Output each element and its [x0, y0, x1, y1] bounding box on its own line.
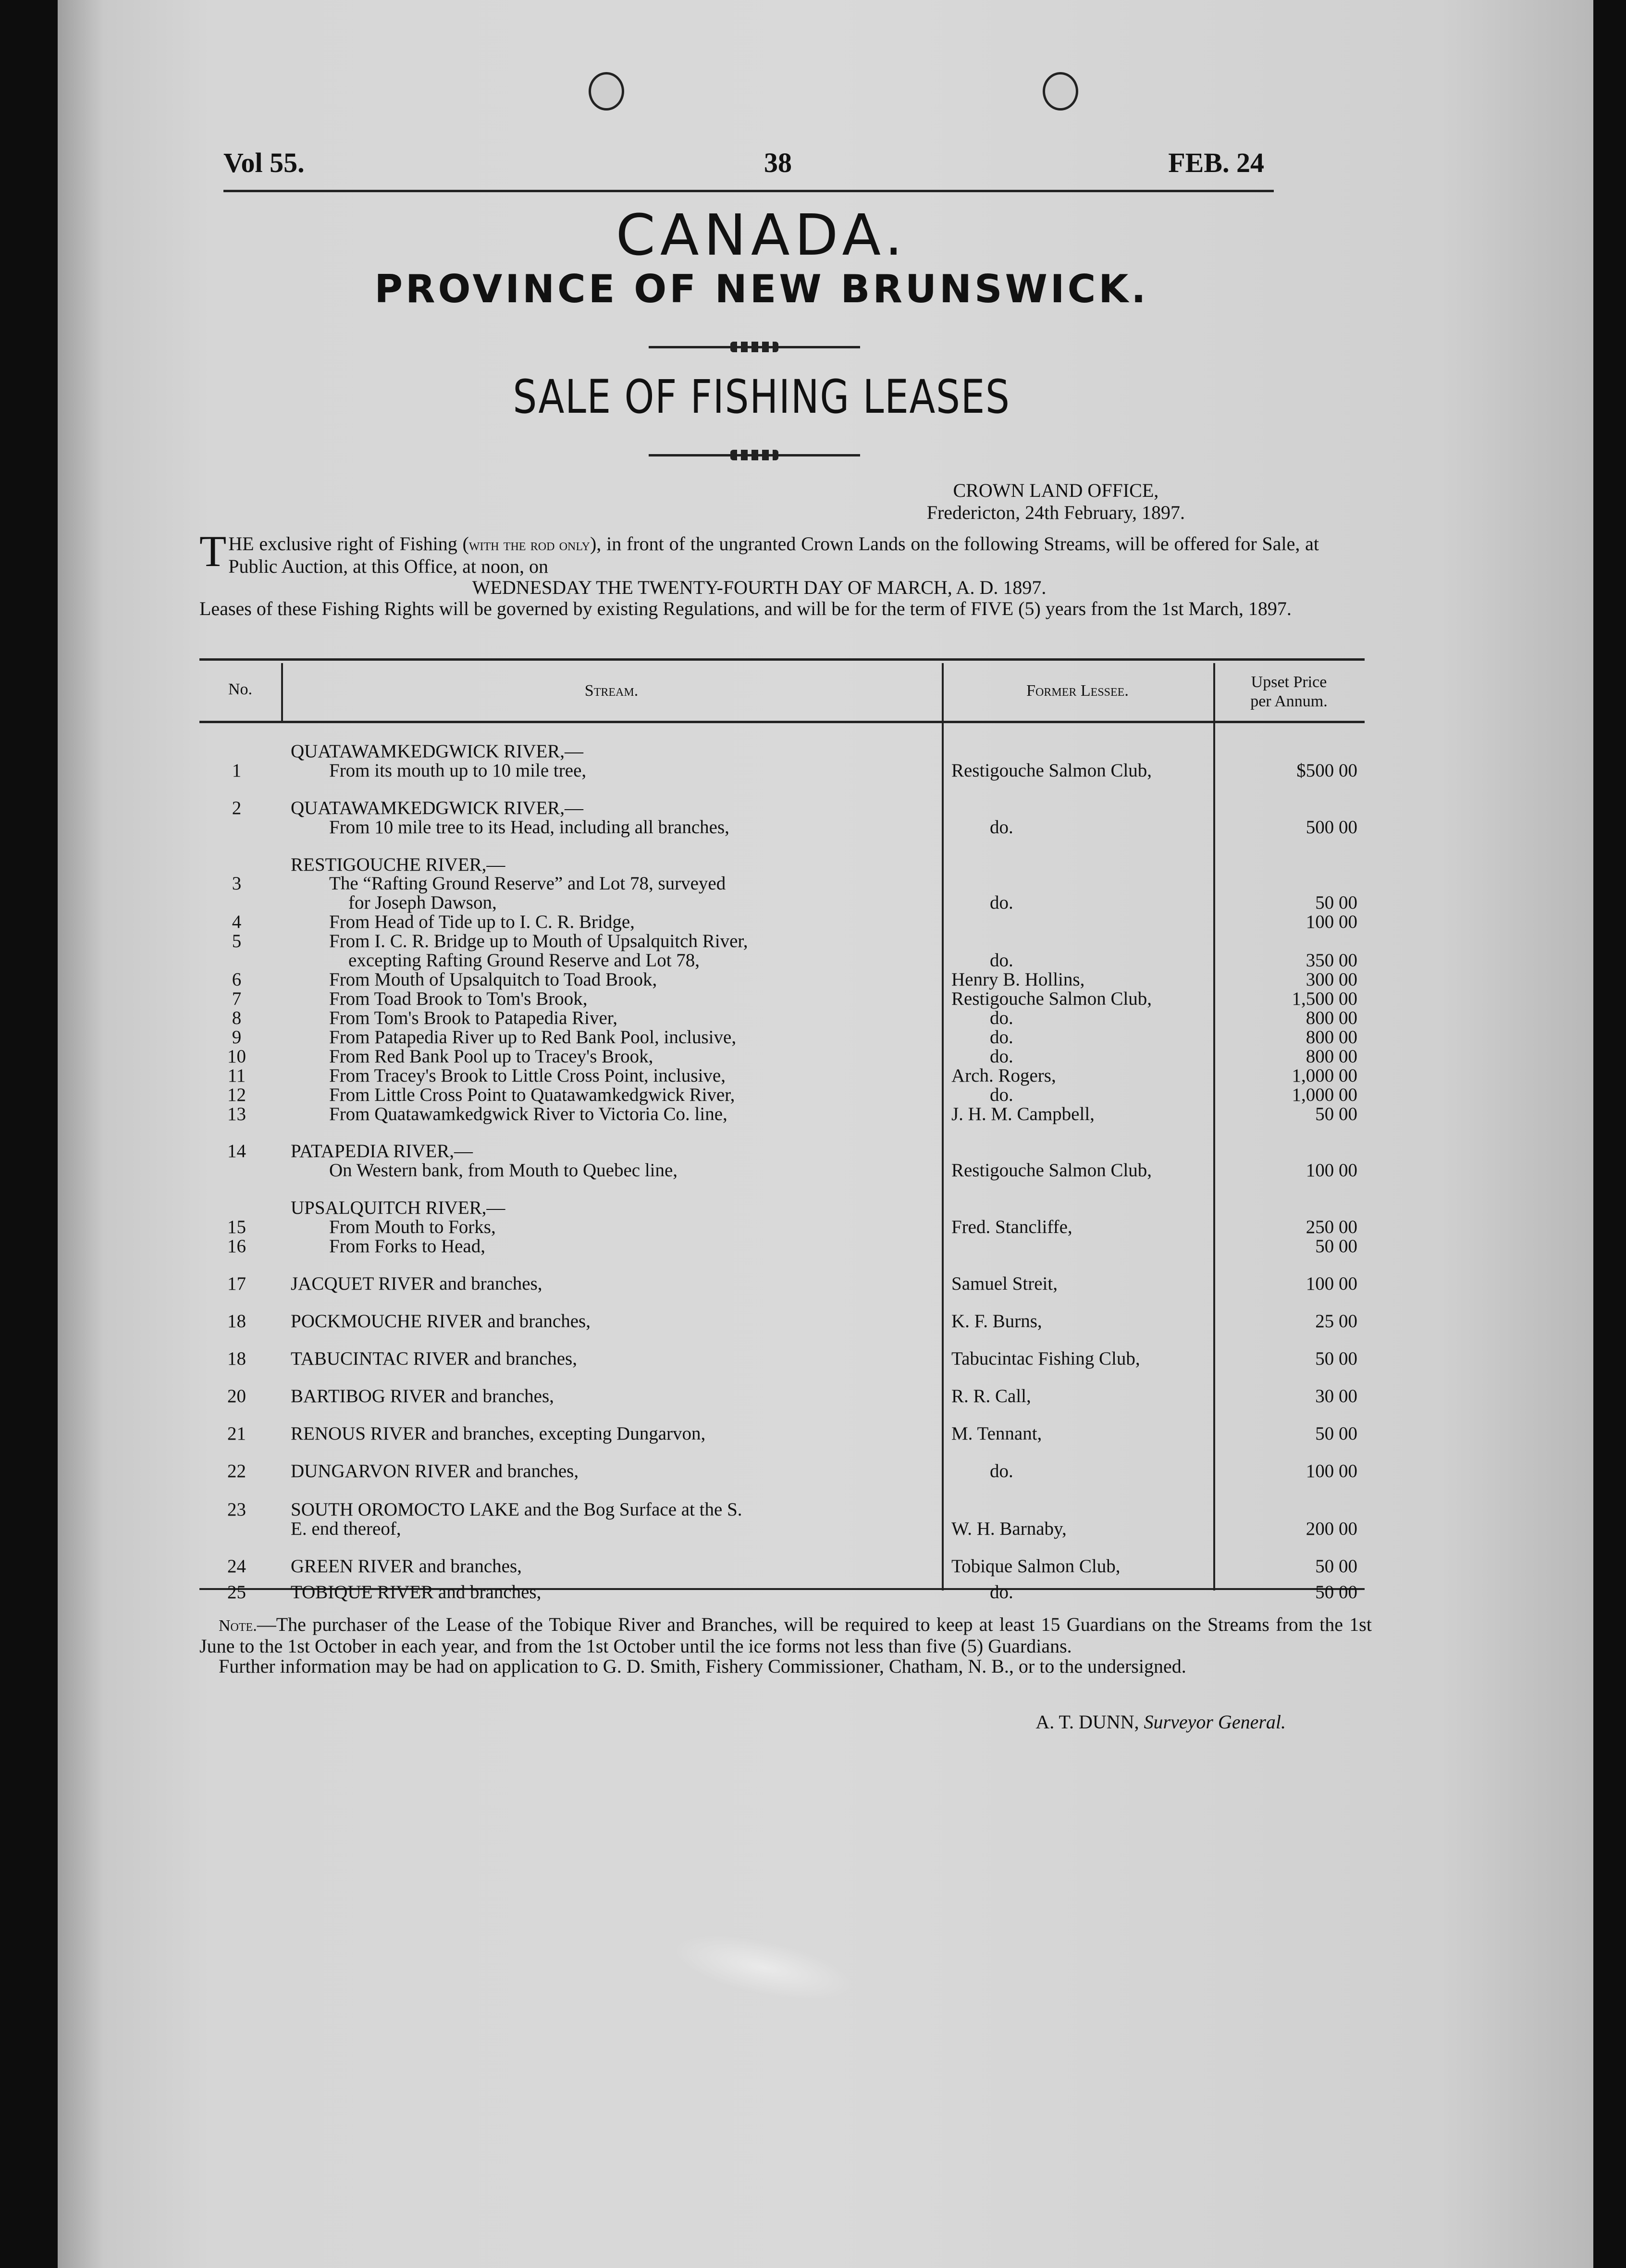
upset-price: 200 00 [1306, 1518, 1357, 1539]
row-number: 17 [227, 1273, 246, 1294]
upset-price: 50 00 [1315, 1556, 1357, 1577]
title: CANADA. [616, 202, 908, 268]
stream-description: excepting Rafting Ground Reserve and Lot 78, [348, 950, 700, 971]
upset-price: $500 00 [1296, 760, 1357, 781]
stream-description: From Tom's Brook to Patapedia River, [329, 1008, 617, 1028]
stream-description: TABUCINTAC RIVER and branches, [291, 1348, 577, 1369]
former-lessee: W. H. Barnaby, [951, 1518, 1067, 1539]
former-lessee: K. F. Burns, [951, 1311, 1042, 1331]
notice-part-3: ), in front of the ungranted Crown Lands on the following Streams, will be offered for Sale, at Public Auction, at this Office, at noon, on [228, 533, 1319, 577]
stream-description: From Forks to Head, [329, 1236, 485, 1257]
row-number: 18 [227, 1348, 246, 1369]
notice-text [199, 527, 1319, 619]
stream-description: From Quatawamkedgwick River to Victoria Co. line, [329, 1104, 727, 1124]
stream-description: From 10 mile tree to its Head, including all branches, [329, 817, 729, 838]
stream-description: From Head of Tide up to I. C. R. Bridge, [329, 912, 635, 932]
header-price [1213, 673, 1365, 711]
note-paragraph [199, 1615, 1372, 1656]
row-number: 14 [227, 1141, 246, 1161]
stream-description: From Mouth to Forks, [329, 1217, 496, 1237]
former-lessee: do. [990, 817, 1013, 838]
former-lessee: M. Tennant, [951, 1423, 1042, 1444]
upset-price: 100 00 [1306, 912, 1357, 932]
former-lessee: do. [990, 1008, 1013, 1028]
header-price-line1: Upset Price [1251, 673, 1327, 691]
lease-terms: Leases of these Fishing Rights will be governed by existing Regulations, and will be for the term of FIVE (5) years from the 1st March, 1897. [199, 598, 1292, 619]
office-dateline [927, 480, 1185, 524]
former-lessee: do. [990, 1461, 1013, 1481]
upset-price: 30 00 [1315, 1386, 1357, 1406]
stream-description: PATAPEDIA RIVER,— [291, 1141, 473, 1161]
former-lessee: Tobique Salmon Club, [951, 1556, 1121, 1577]
document-page [58, 0, 1593, 2268]
row-number: 9 [232, 1027, 242, 1048]
row-number: 12 [227, 1085, 246, 1105]
signatory-name: A. T. DUNN, [1035, 1711, 1139, 1733]
column-divider [942, 663, 944, 1590]
row-number: 8 [232, 1008, 242, 1028]
stream-description: From Toad Brook to Tom's Brook, [329, 988, 588, 1009]
former-lessee: Restigouche Salmon Club, [951, 760, 1152, 781]
stream-description: From I. C. R. Bridge up to Mouth of Upsalquitch River, [329, 931, 748, 951]
former-lessee: Restigouche Salmon Club, [951, 1160, 1152, 1181]
upset-price: 250 00 [1306, 1217, 1357, 1237]
signature [1035, 1711, 1286, 1733]
row-number: 4 [232, 912, 242, 932]
upset-price: 100 00 [1306, 1160, 1357, 1181]
row-number: 22 [227, 1461, 246, 1481]
upset-price: 1,000 00 [1292, 1065, 1357, 1086]
stream-description: The “Rafting Ground Reserve” and Lot 78, surveyed [329, 873, 726, 894]
row-number: 16 [227, 1236, 246, 1257]
stream-description: SOUTH OROMOCTO LAKE and the Bog Surface at the S. [291, 1499, 742, 1520]
stream-description: From Tracey's Brook to Little Cross Point, inclusive, [329, 1065, 726, 1086]
row-number: 20 [227, 1386, 246, 1406]
stream-description: POCKMOUCHE RIVER and branches, [291, 1311, 591, 1331]
page-number: 38 [764, 147, 792, 178]
notice-part-1: HE exclusive right of Fishing ( [228, 533, 469, 555]
stream-description: GREEN RIVER and branches, [291, 1556, 522, 1577]
stream-description: JACQUET RIVER and branches, [291, 1273, 542, 1294]
upset-price: 50 00 [1315, 1423, 1357, 1444]
stream-description: From Patapedia River up to Red Bank Pool, inclusive, [329, 1027, 737, 1048]
office-name: CROWN LAND OFFICE, [953, 480, 1159, 501]
stream-description: From Little Cross Point to Quatawamkedgwick River, [329, 1085, 735, 1105]
notice-part-2: with the rod only [468, 536, 590, 554]
row-number: 2 [232, 798, 242, 818]
upset-price: 25 00 [1315, 1311, 1357, 1331]
signatory-title: Surveyor General. [1144, 1711, 1286, 1733]
upset-price: 800 00 [1306, 1046, 1357, 1067]
former-lessee: Restigouche Salmon Club, [951, 988, 1152, 1009]
stream-description: From Red Bank Pool up to Tracey's Brook, [329, 1046, 653, 1067]
row-number: 5 [232, 931, 242, 951]
header-no: No. [228, 680, 253, 698]
upset-price: 500 00 [1306, 817, 1357, 838]
running-header [223, 147, 1274, 192]
former-lessee: Henry B. Hollins, [951, 969, 1085, 990]
upset-price: 800 00 [1306, 1027, 1357, 1048]
row-number: 1 [232, 760, 242, 781]
upset-price: 100 00 [1306, 1273, 1357, 1294]
drop-cap: T [199, 527, 227, 576]
table-rule [199, 658, 1365, 661]
former-lessee: do. [990, 1027, 1013, 1048]
former-lessee: do. [990, 1582, 1013, 1602]
upset-price: 50 00 [1315, 1582, 1357, 1602]
upset-price: 100 00 [1306, 1461, 1357, 1481]
row-number: 13 [227, 1104, 246, 1124]
stream-description: TOBIQUE RIVER and branches, [291, 1582, 542, 1602]
header-stream: Stream. [584, 682, 639, 700]
row-number: 7 [232, 988, 242, 1009]
row-number: 3 [232, 873, 242, 894]
stream-description: E. end thereof, [291, 1518, 401, 1539]
paper-smudge [669, 1923, 859, 2013]
row-number: 6 [232, 969, 242, 990]
river-heading: QUATAWAMKEDGWICK RIVER,— [291, 741, 584, 762]
ornamental-rule [649, 346, 860, 348]
row-number: 21 [227, 1423, 246, 1444]
upset-price: 50 00 [1315, 1236, 1357, 1257]
stream-description: From Mouth of Upsalquitch to Toad Brook, [329, 969, 657, 990]
ornamental-rule [649, 454, 860, 456]
former-lessee: Tabucintac Fishing Club, [951, 1348, 1140, 1369]
note-text: —The purchaser of the Lease of the Tobique River and Branches, will be required to keep at least 15 Guardians on the Streams from the 1st June to the 1st October in each year, and from the 1st October until the ice forms not less than five (5) Guardians. [199, 1614, 1372, 1657]
row-number: 24 [227, 1556, 246, 1577]
former-lessee: Fred. Stancliffe, [951, 1217, 1072, 1237]
former-lessee: do. [990, 892, 1013, 913]
former-lessee: Arch. Rogers, [951, 1065, 1056, 1086]
header-price-line2: per Annum. [1250, 692, 1328, 710]
volume-label: Vol 55. [223, 147, 305, 178]
row-number: 18 [227, 1311, 246, 1331]
office-place-date: Fredericton, 24th February, 1897. [926, 502, 1185, 523]
row-number: 25 [227, 1582, 246, 1602]
upset-price: 800 00 [1306, 1008, 1357, 1028]
former-lessee: J. H. M. Campbell, [951, 1104, 1095, 1124]
auction-date: WEDNESDAY THE TWENTY-FOURTH DAY OF MARCH, A. D. 1897. [472, 577, 1047, 598]
stream-description: QUATAWAMKEDGWICK RIVER,— [291, 798, 584, 818]
stream-description: On Western bank, from Mouth to Quebec line, [329, 1160, 678, 1181]
upset-price: 50 00 [1315, 1104, 1357, 1124]
former-lessee: R. R. Call, [951, 1386, 1031, 1406]
stream-description: BARTIBOG RIVER and branches, [291, 1386, 554, 1406]
row-number: 11 [227, 1065, 246, 1086]
upset-price: 350 00 [1306, 950, 1357, 971]
upset-price: 50 00 [1315, 892, 1357, 913]
former-lessee: do. [990, 1046, 1013, 1067]
upset-price: 50 00 [1315, 1348, 1357, 1369]
column-divider [1213, 663, 1215, 1590]
stream-description: From its mouth up to 10 mile tree, [329, 760, 587, 781]
stream-description: DUNGARVON RIVER and branches, [291, 1461, 579, 1481]
former-lessee: Samuel Streit, [951, 1273, 1058, 1294]
issue-date: FEB. 24 [1168, 147, 1264, 178]
former-lessee: do. [990, 950, 1013, 971]
note-label: Note. [219, 1617, 257, 1635]
row-number: 10 [227, 1046, 246, 1067]
binding-hole [589, 72, 624, 111]
row-number: 23 [227, 1499, 246, 1520]
heading: SALE OF FISHING LEASES [513, 370, 1010, 424]
upset-price: 1,000 00 [1292, 1085, 1357, 1105]
upset-price: 300 00 [1306, 969, 1357, 990]
leases-table [199, 658, 1365, 1602]
stream-description: RENOUS RIVER and branches, excepting Dungarvon, [291, 1423, 706, 1444]
river-heading: UPSALQUITCH RIVER,— [291, 1197, 505, 1218]
header-lessee: Former Lessee. [1026, 682, 1129, 700]
upset-price: 1,500 00 [1292, 988, 1357, 1009]
former-lessee: do. [990, 1085, 1013, 1105]
table-rule [199, 721, 1365, 723]
binding-hole [1043, 72, 1078, 111]
further-information: Further information may be had on application to G. D. Smith, Fishery Commissioner, Chatham, N. B., or to the undersigned. [219, 1655, 1186, 1677]
river-heading: RESTIGOUCHE RIVER,— [291, 854, 505, 875]
row-number: 15 [227, 1217, 246, 1237]
subtitle: PROVINCE OF NEW BRUNSWICK. [374, 267, 1149, 311]
note [199, 1615, 1372, 1676]
stream-description: for Joseph Dawson, [348, 892, 497, 913]
